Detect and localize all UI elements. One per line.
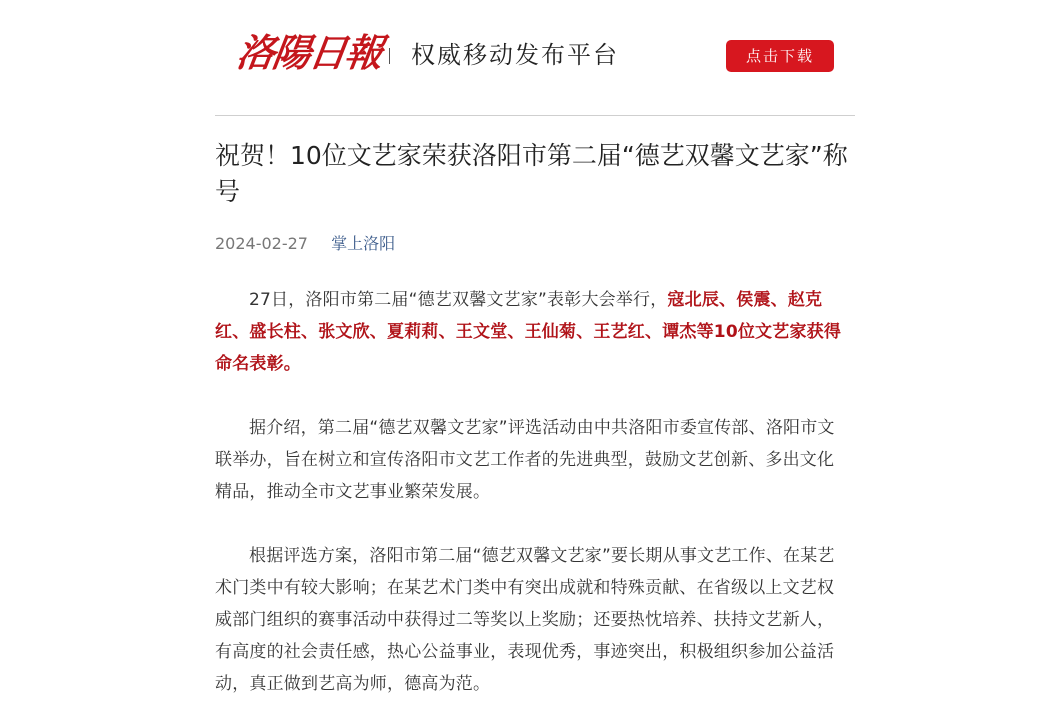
paragraph-text: 27日，洛阳市第二届“德艺双馨文艺家”表彰大会举行， <box>249 290 668 310</box>
article-paragraph <box>215 540 851 700</box>
header-rule <box>215 115 855 116</box>
download-button[interactable]: 点击下载 <box>726 40 834 72</box>
app-header <box>215 22 855 86</box>
article-title: 祝贺！10位文艺家荣获洛阳市第二届“德艺双馨文艺家”称号 <box>215 141 848 206</box>
article-paragraph <box>215 284 851 380</box>
article-paragraph <box>215 412 851 508</box>
article-meta <box>215 232 395 256</box>
paragraph-text: 根据评选方案，洛阳市第二届“德艺双馨文艺家”要长期从事文艺工作、在某艺术门类中有较大影响；在某艺术门类中有突出成就和特殊贡献、在省级以上文艺权威部门组织的赛事活动中获得过二等奖以上奖励；还要热忱培养、扶持文艺新人，有高度的社会责任感，热心公益事业，表现优秀，事迹突出，积极组织参加公益活动，真正做到艺高为师，德高为范。 <box>215 546 835 694</box>
paragraph-text: 据介绍，第二届“德艺双馨文艺家”评选活动由中共洛阳市委宣传部、洛阳市文联举办，旨在树立和宣传洛阳市文艺工作者的先进典型，鼓励文艺创新、多出文化精品，推动全市文艺事业繁荣发展。 <box>215 418 835 502</box>
publish-date: 2024-02-27 <box>215 234 308 253</box>
paragraph-highlight: 寇北辰、侯震、赵克红、盛长柱、张文欣、夏莉莉、王文堂、王仙菊、王艺红、谭杰等10位文艺家获得命名表彰。 <box>215 290 842 374</box>
article-body <box>215 284 851 708</box>
header-divider <box>389 48 390 64</box>
luoyang-daily-logo[interactable]: 洛陽日報 <box>233 30 385 75</box>
header-tagline: 权威移动发布平台 <box>411 41 619 69</box>
article-source-link[interactable]: 掌上洛阳 <box>331 234 396 253</box>
